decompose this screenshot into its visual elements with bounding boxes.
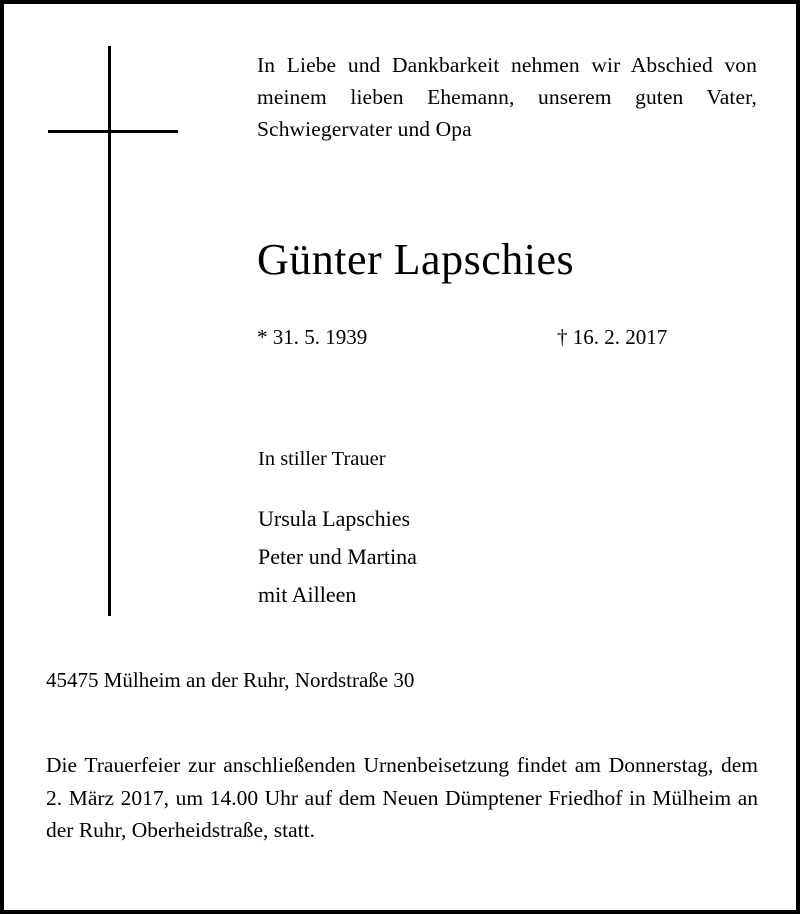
list-item: Peter und Martina	[258, 543, 417, 569]
cross-horizontal-bar	[48, 130, 178, 133]
birth-date: * 31. 5. 1939	[257, 325, 368, 349]
death-date: † 16. 2. 2017	[557, 325, 668, 349]
mourners-list	[258, 500, 417, 613]
list-item: mit Ailleen	[258, 581, 357, 607]
christian-cross-icon	[48, 46, 178, 616]
ceremony-details: Die Trauerfeier zur anschließenden Urnenbeisetzung findet am Donnerstag, dem 2. März 2017, um 14.00 Uhr auf dem Neuen Dümptener Friedhof in Mülheim an der Ruhr, Oberheidstraße, statt.	[46, 753, 758, 843]
notice-inner	[4, 4, 796, 910]
mourning-heading: In stiller Trauer	[258, 448, 386, 470]
address-line: 45475 Mülheim an der Ruhr, Nordstraße 30	[46, 668, 415, 692]
intro-text: In Liebe und Dankbarkeit nehmen wir Abschied von meinem lieben Ehemann, unserem guten Vater, Schwiegervater und Opa	[257, 53, 757, 141]
life-dates	[257, 325, 727, 350]
list-item: Ursula Lapschies	[258, 506, 411, 531]
deceased-name: Günter Lapschies	[257, 235, 575, 284]
